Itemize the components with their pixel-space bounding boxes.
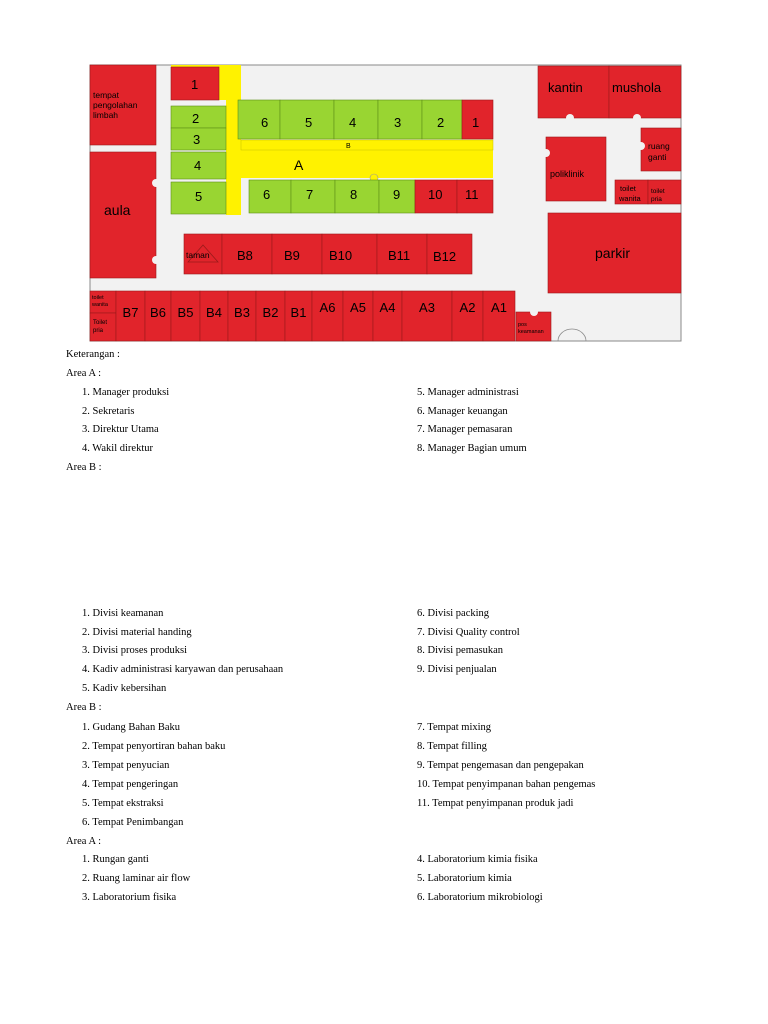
legend-item: 5. Manager administrasi [417, 387, 519, 398]
legend-item: 4. Laboratorium kimia fisika [417, 854, 538, 865]
legend-item: 9. Divisi penjualan [417, 664, 497, 676]
parkir-label: parkir [595, 245, 631, 261]
toilet-wanita-label-2: wanita [619, 194, 641, 203]
aula-door-2 [152, 256, 160, 264]
room-b9-label: B9 [284, 248, 300, 263]
room-top-1-label: 1 [472, 115, 480, 130]
room-strip-a4-label: A4 [379, 300, 396, 315]
toilet-pria-label-1: toilet [651, 188, 665, 195]
room-left-3-label: 3 [193, 132, 201, 147]
legend-item: 2. Divisi material handing [82, 626, 192, 638]
legend-section-heading: Area A : [66, 368, 101, 379]
pos-keamanan-label-2: keamanan [518, 329, 544, 335]
toilet-pria-bottom-label-2: pria [93, 328, 104, 334]
room-top-6-label: 6 [261, 115, 269, 130]
room-left-1-label: 1 [191, 77, 199, 92]
legend-section-heading: Area B : [66, 462, 102, 473]
legend-section-heading: Area B : [66, 702, 102, 713]
room-bottom-8-label: 8 [350, 187, 358, 202]
room-top-4-label: 4 [349, 115, 357, 130]
room-top-5-label: 5 [305, 115, 313, 130]
ruang-ganti-label-1: ruang [648, 141, 670, 151]
room-strip-a3 [402, 291, 452, 341]
poliklinik-door [542, 149, 550, 157]
room-strip-b2-label: B2 [262, 305, 279, 320]
room-top-2-label: 2 [437, 115, 445, 130]
legend-item: 1. Divisi keamanan [82, 608, 164, 619]
aula-door [152, 179, 160, 187]
toilet-pria-bottom [90, 313, 116, 341]
legend-item: 7. Tempat mixing [417, 722, 492, 733]
legend-item: 2. Ruang laminar air flow [82, 873, 191, 884]
legend-item: 3. Tempat penyucian [82, 759, 170, 771]
room-strip-a3-label: A3 [419, 300, 435, 315]
room-bottom-10-label: 10 [428, 187, 443, 202]
legend-item: 1. Gudang Bahan Baku [82, 722, 180, 733]
room-strip-a1 [483, 291, 515, 341]
aula-label: aula [104, 202, 131, 218]
room-strip-b6-label: B6 [150, 305, 166, 320]
room-strip-a2 [452, 291, 483, 341]
room-top-6 [238, 100, 280, 139]
legend-item: 4. Wakil direktur [82, 443, 153, 455]
legend-title: Keterangan : [66, 349, 120, 360]
poliklinik-label: poliklinik [550, 169, 585, 179]
room-strip-a6 [312, 291, 343, 341]
pos-keamanan-label-1: pos [518, 322, 527, 328]
room-b10-label: B10 [329, 248, 353, 263]
kantin-label: kantin [548, 80, 583, 95]
room-top-3-label: 3 [394, 115, 402, 130]
room-b11-label: B11 [388, 248, 411, 263]
room-strip-a4 [373, 291, 402, 341]
area-a-label: A [294, 157, 304, 173]
legend-section-heading: Area A : [66, 836, 101, 847]
legend-item: 3. Direktur Utama [82, 424, 159, 436]
mushola-door [633, 114, 641, 122]
legend-item: 11. Tempat penyimpanan produk jadi [417, 797, 574, 809]
limbah-label-2: pengolahan [93, 100, 138, 110]
factory-floor-plan [0, 0, 768, 345]
legend-item: 7. Manager pemasaran [417, 424, 513, 436]
legend-item: 8. Manager Bagian umum [417, 443, 527, 455]
mushola-label: mushola [612, 80, 662, 95]
room-strip-b5-label: B5 [177, 305, 194, 320]
room-bottom-7-label: 7 [306, 187, 314, 202]
legend-item: 6. Divisi packing [417, 608, 490, 619]
legend-item: 6. Tempat Penimbangan [82, 816, 184, 828]
toilet-pria-label-2: pria [651, 196, 662, 203]
legend-item: 4. Tempat pengeringan [82, 778, 179, 790]
room-strip-a5-label: A5 [350, 300, 366, 315]
room-strip-b1-label: B1 [290, 305, 307, 320]
room-strip-b4-label: B4 [206, 305, 222, 320]
legend-item: 2. Tempat penyortiran bahan baku [82, 740, 226, 752]
taman-label: taman [186, 250, 210, 260]
toilet-wanita-bottom-label-1: toilet [92, 295, 104, 301]
room-left-5-label: 5 [195, 189, 203, 204]
room-b8-label: B8 [237, 248, 253, 263]
limbah-label-1: tempat [93, 90, 119, 100]
legend-item: 8. Tempat filling [417, 740, 487, 752]
area-b-corridor-label: B [346, 143, 351, 150]
legend-item: 5. Kadiv kebersihan [82, 682, 167, 694]
toilet-wanita-label-1: toilet [620, 184, 636, 193]
room-strip-a5 [343, 291, 373, 341]
room-bottom-9-label: 9 [393, 187, 401, 202]
legend-item: 7. Divisi Quality control [417, 626, 520, 638]
legend-item: 3. Divisi proses produksi [82, 645, 187, 657]
ruang-ganti-door [637, 142, 645, 150]
legend-item: 5. Tempat ekstraksi [82, 797, 164, 809]
legend-item: 4. Kadiv administrasi karyawan dan perusahaan [82, 664, 284, 676]
kantin-door [566, 114, 574, 122]
room-strip-b3-label: B3 [234, 305, 250, 320]
yellow-corridor-b [241, 140, 493, 150]
legend-item: 8. Divisi pemasukan [417, 645, 504, 657]
legend-item: 1. Manager produksi [82, 387, 170, 398]
legend-item: 3. Laboratorium fisika [82, 892, 177, 903]
legend-item: 10. Tempat penyimpanan bahan pengemas [417, 778, 596, 790]
toilet-pria-bottom-label-1: Toilet [93, 320, 108, 326]
legend-item: 1. Rungan ganti [82, 854, 149, 865]
room-left-4-label: 4 [194, 158, 202, 173]
legend-item: 6. Manager keuangan [417, 405, 508, 417]
room-strip-a6-label: A6 [319, 300, 336, 315]
legend-item: 2. Sekretaris [82, 405, 135, 417]
room-bottom-6-label: 6 [263, 187, 271, 202]
limbah-label-3: limbah [93, 110, 119, 120]
ruang-ganti-label-2: ganti [648, 152, 667, 162]
room-strip-a2-label: A2 [459, 300, 476, 315]
toilet-wanita-bottom-label-2: wanita [92, 302, 108, 308]
legend-item: 9. Tempat pengemasan dan pengepakan [417, 759, 584, 771]
pos-keamanan-door [530, 308, 538, 316]
room-left-2-label: 2 [192, 111, 200, 126]
legend-item: 5. Laboratorium kimia [417, 873, 512, 884]
room-strip-b7-label: B7 [122, 305, 139, 320]
room-b12-label: B12 [433, 249, 457, 264]
room-strip-a1-label: A1 [491, 300, 507, 315]
legend-item: 6. Laboratorium mikrobiologi [417, 892, 543, 903]
room-bottom-11-label: 11 [465, 187, 479, 202]
